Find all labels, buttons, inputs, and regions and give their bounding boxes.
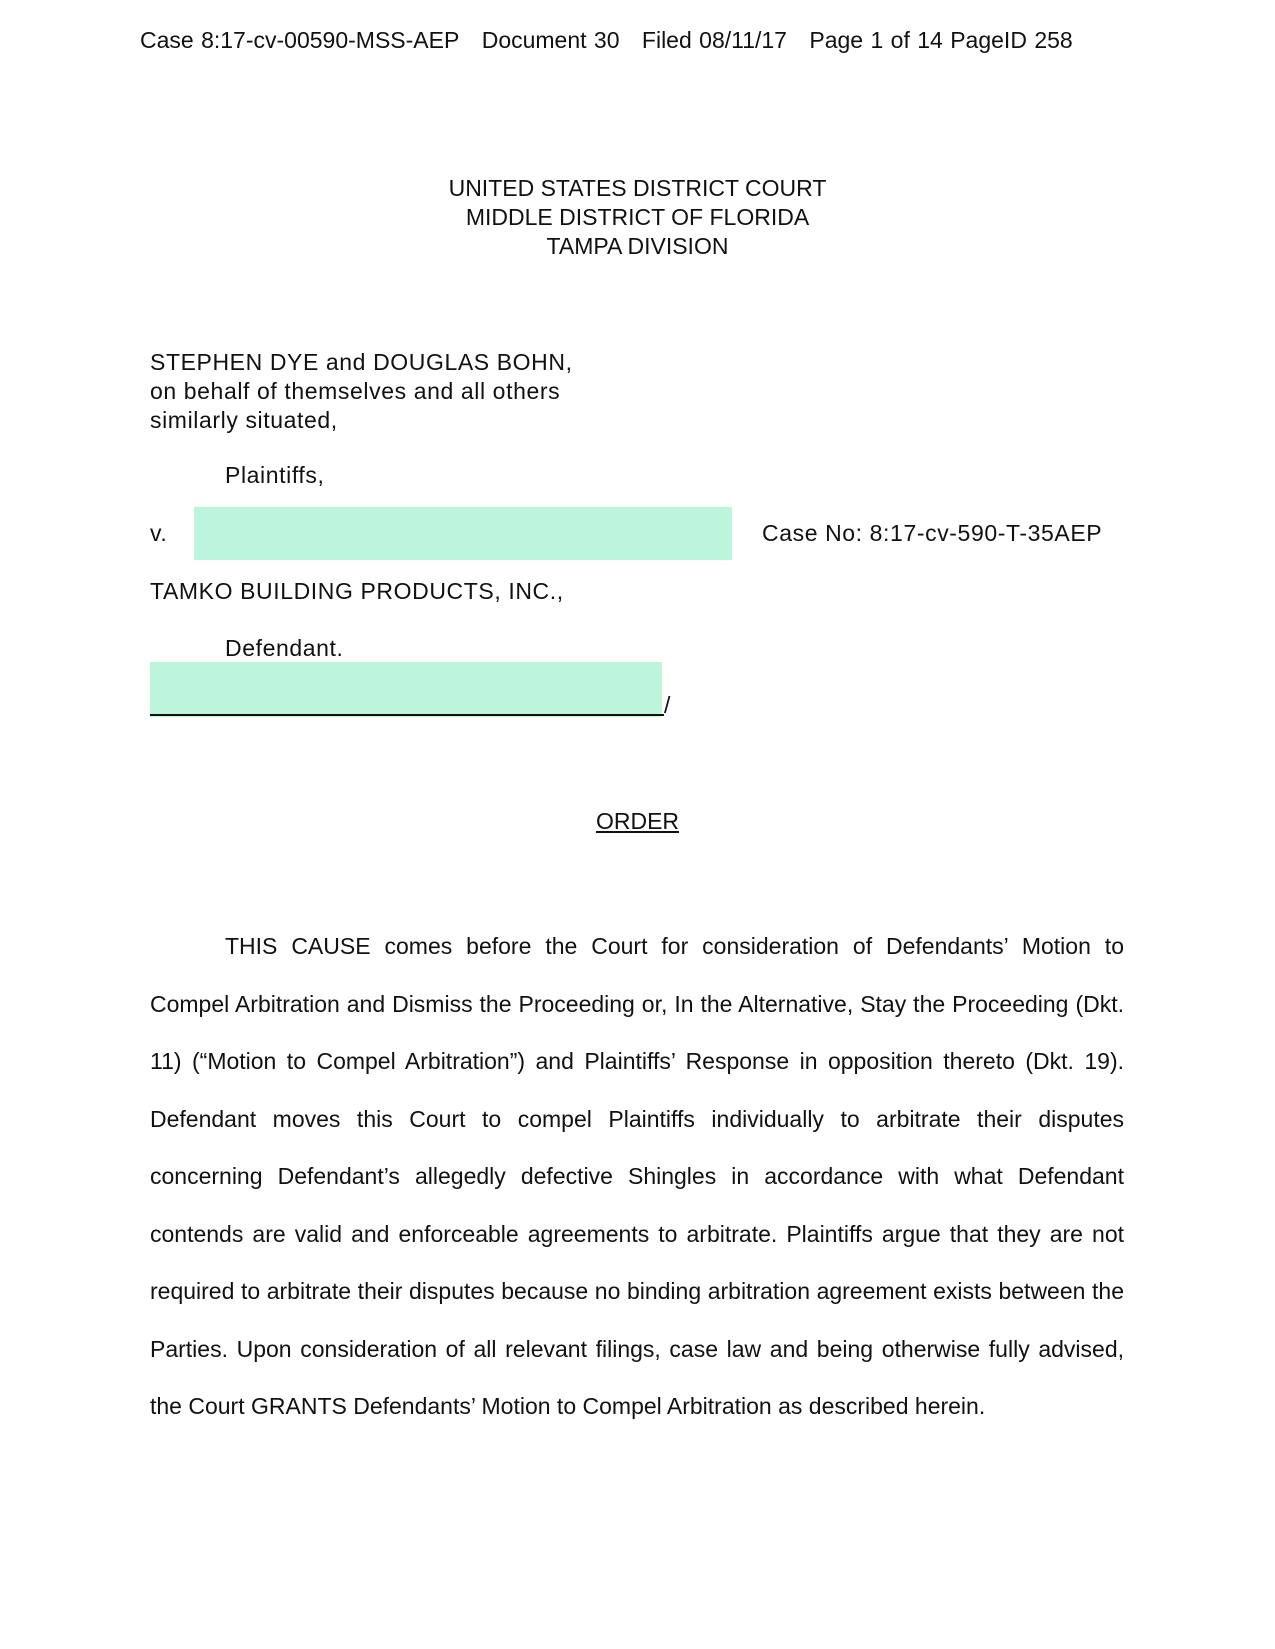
plaintiff-line-3: similarly situated, [150, 407, 338, 433]
header-page-info: Page 1 of 14 PageID 258 [809, 27, 1073, 53]
defendant-name: TAMKO BUILDING PRODUCTS, INC., [150, 578, 564, 604]
court-line-1: UNITED STATES DISTRICT COURT [448, 175, 827, 201]
redaction-highlight-2 [150, 662, 662, 717]
court-line-3: TAMPA DIVISION [546, 233, 729, 259]
versus-label: v. [150, 520, 168, 546]
defendant-label: Defendant. [225, 635, 344, 661]
order-title: ORDER [595, 808, 680, 834]
order-body-paragraph: THIS CAUSE comes before the Court for consideration of Defendants’ Motion to Compel Arbitration and Dismiss the Proceeding or, In the Alternative, Stay the Proceeding (Dkt. 11) (“Motion to Compel Arbitration”) and Plaintiffs’ Response in opposition thereto (Dkt. 19). Defendant moves this Court to compel Plaintiffs individually to arbitrate their disputes concerning Defendant’s allegedly defective Shingles in accordance with what Defendant contends are valid and enforceable agreements to arbitrate. Plaintiffs argue that they are not required to arbitrate their disputes because no binding arbitration agreement exists between the Parties. Upon consideration of all relevant filings, case law and being otherwise fully advised, the Court GRANTS Defendants’ Motion to Compel Arbitration as described herein. [150, 933, 1124, 1419]
header-filed-date: Filed 08/11/17 [641, 27, 787, 53]
plaintiffs-label: Plaintiffs, [225, 462, 325, 488]
caption-rule [150, 714, 664, 716]
court-heading [0, 174, 1275, 261]
plaintiff-line-1: STEPHEN DYE and DOUGLAS BOHN, [150, 349, 573, 375]
plaintiff-line-2: on behalf of themselves and all others [150, 378, 561, 404]
page-header [140, 27, 1073, 54]
plaintiff-names [150, 348, 573, 435]
court-line-2: MIDDLE DISTRICT OF FLORIDA [465, 204, 810, 230]
case-number: Case No: 8:17-cv-590-T-35AEP [762, 520, 1103, 546]
redaction-highlight-1 [194, 507, 732, 560]
header-document: Document 30 [481, 27, 620, 53]
caption-slash: / [664, 692, 671, 718]
header-case-number: Case 8:17-cv-00590-MSS-AEP [140, 27, 460, 53]
